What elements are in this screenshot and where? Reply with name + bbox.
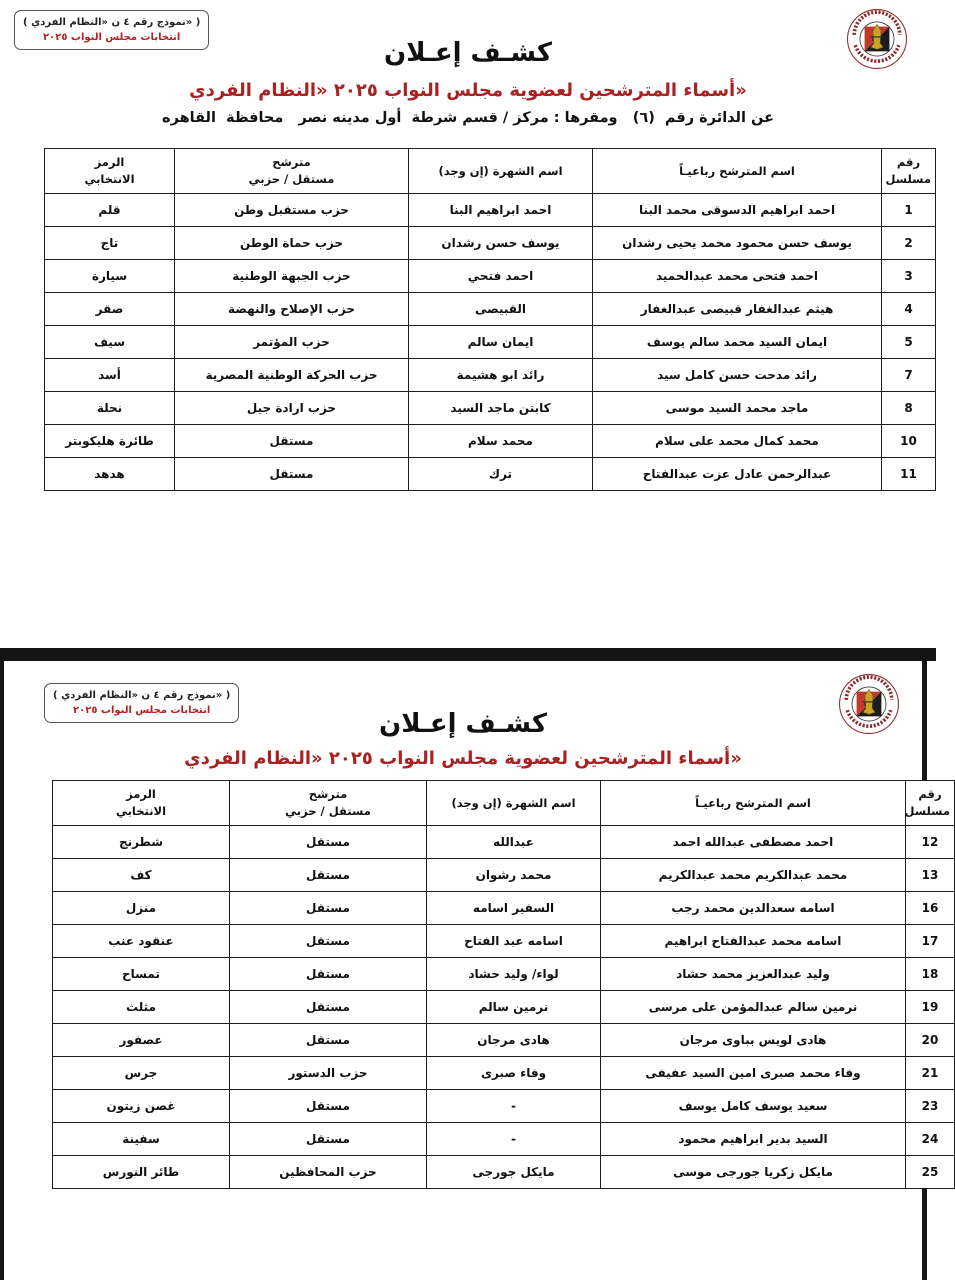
cell-symbol: طائر النورس	[53, 1156, 230, 1189]
cell-symbol: جرس	[53, 1057, 230, 1090]
header-known-name: اسم الشهرة (إن وجد)	[427, 781, 601, 826]
table-row	[45, 458, 936, 491]
cell-full-name: وفاء محمد صبرى امين السيد عفيفى	[601, 1057, 906, 1090]
cell-affiliation: مستقل	[230, 1024, 427, 1057]
cell-symbol: أسد	[45, 359, 175, 392]
cell-symbol: منزل	[53, 892, 230, 925]
cell-serial: 1	[882, 194, 936, 227]
table-row	[45, 392, 936, 425]
table-row	[53, 1123, 955, 1156]
cell-full-name: مايكل زكريا جورجى موسى	[601, 1156, 906, 1189]
announcement-subtitle: أسماء المترشحين لعضوية مجلس النواب ٢٠٢٥ «النظام الفردي»	[184, 748, 742, 769]
cell-symbol: صقر	[45, 293, 175, 326]
header-affiliation: مترشح مستقل / حزبي	[175, 149, 409, 194]
cell-symbol: سيارة	[45, 260, 175, 293]
cell-full-name: عبدالرحمن عادل عزت عبدالفتاح	[593, 458, 882, 491]
table-row	[45, 227, 936, 260]
cell-known-name: كابتن ماجد السيد	[409, 392, 593, 425]
header-full-name: اسم المترشح رباعيـاً	[601, 781, 906, 826]
cell-affiliation: مستقل	[230, 1090, 427, 1123]
cell-affiliation: مستقل	[175, 425, 409, 458]
cell-serial: 18	[906, 958, 955, 991]
cell-known-name: عبدالله	[427, 826, 601, 859]
cell-symbol: غصن زيتون	[53, 1090, 230, 1123]
cell-full-name: احمد مصطفى عبدالله احمد	[601, 826, 906, 859]
cell-serial: 13	[906, 859, 955, 892]
announcement-subtitle: أسماء المترشحين لعضوية مجلس النواب ٢٠٢٥ «النظام الفردي»	[189, 80, 747, 101]
header-affiliation: مترشح مستقل / حزبي	[230, 781, 427, 826]
table-row	[53, 859, 955, 892]
header-serial: رقم مسلسل	[906, 781, 955, 826]
cell-known-name: مايكل جورجى	[427, 1156, 601, 1189]
cell-full-name: احمد فتحى محمد عبدالحميد	[593, 260, 882, 293]
cell-serial: 3	[882, 260, 936, 293]
cell-serial: 4	[882, 293, 936, 326]
cell-symbol: هدهد	[45, 458, 175, 491]
cell-affiliation: مستقل	[230, 991, 427, 1024]
cell-serial: 23	[906, 1090, 955, 1123]
cell-full-name: نرمين سالم عبدالمؤمن على مرسى	[601, 991, 906, 1024]
cell-serial: 12	[906, 826, 955, 859]
cell-symbol: مثلث	[53, 991, 230, 1024]
election-name-text: انتخابات مجلس النواب ٢٠٢٥	[73, 705, 211, 716]
cell-full-name: هيثم عبدالغفار قبيصى عبدالغفار	[593, 293, 882, 326]
cell-serial: 8	[882, 392, 936, 425]
cell-symbol: تاج	[45, 227, 175, 260]
cell-full-name: هادى لويس بباوى مرجان	[601, 1024, 906, 1057]
cell-symbol: شطرنج	[53, 826, 230, 859]
page-title: كشـف إعـلان	[379, 709, 547, 739]
cell-serial: 25	[906, 1156, 955, 1189]
header-symbol: الرمز الانتخابي	[45, 149, 175, 194]
cell-known-name: القبيصى	[409, 293, 593, 326]
cell-full-name: اسامه سعدالدين محمد رجب	[601, 892, 906, 925]
table-header-row	[53, 781, 955, 826]
candidates-table-page1	[44, 148, 936, 491]
cell-symbol: قلم	[45, 194, 175, 227]
cell-affiliation: حزب ارادة جيل	[175, 392, 409, 425]
cell-symbol: نحلة	[45, 392, 175, 425]
cell-known-name: احمد ابراهيم البنا	[409, 194, 593, 227]
table-row	[53, 1024, 955, 1057]
cell-serial: 5	[882, 326, 936, 359]
table-row	[45, 359, 936, 392]
cell-known-name: هادى مرجان	[427, 1024, 601, 1057]
cell-full-name: ماجد محمد السيد موسى	[593, 392, 882, 425]
header-known-name: اسم الشهرة (إن وجد)	[409, 149, 593, 194]
cell-full-name: وليد عبدالعزيز محمد حشاد	[601, 958, 906, 991]
cell-affiliation: مستقل	[230, 958, 427, 991]
header-symbol: الرمز الانتخابي	[53, 781, 230, 826]
cell-known-name: وفاء صبرى	[427, 1057, 601, 1090]
candidates-table-page2	[52, 780, 955, 1189]
cell-serial: 24	[906, 1123, 955, 1156]
table-row	[53, 991, 955, 1024]
cell-affiliation: مستقل	[230, 1123, 427, 1156]
cell-serial: 19	[906, 991, 955, 1024]
cell-affiliation: حزب المؤتمر	[175, 326, 409, 359]
cell-known-name: -	[427, 1090, 601, 1123]
table-row	[45, 326, 936, 359]
cell-full-name: السيد بدير ابراهيم محمود	[601, 1123, 906, 1156]
election-name-text: انتخابات مجلس النواب ٢٠٢٥	[43, 32, 181, 43]
cell-known-name: السفير اسامه	[427, 892, 601, 925]
cell-known-name: محمد رشوان	[427, 859, 601, 892]
cell-symbol: كف	[53, 859, 230, 892]
cell-known-name: نرمين سالم	[427, 991, 601, 1024]
cell-serial: 21	[906, 1057, 955, 1090]
cell-known-name: محمد سلام	[409, 425, 593, 458]
district-info-line: عن الدائرة رقم (٦) ومقرها : مركز / قسم شرطة أول مدينه نصر محافظة القاهره	[162, 110, 774, 126]
cell-symbol: تمساح	[53, 958, 230, 991]
page-separator	[0, 648, 936, 661]
form-number-text: ( نموذج رقم ٤ ن «النظام الفردي» )	[23, 17, 201, 28]
cell-known-name: ترك	[409, 458, 593, 491]
cell-affiliation: حزب حماة الوطن	[175, 227, 409, 260]
cell-affiliation: حزب الدستور	[230, 1057, 427, 1090]
cell-affiliation: مستقل	[230, 925, 427, 958]
cell-serial: 10	[882, 425, 936, 458]
cell-known-name: ايمان سالم	[409, 326, 593, 359]
cell-full-name: رائد مدحت حسن كامل سيد	[593, 359, 882, 392]
cell-affiliation: حزب المحافظين	[230, 1156, 427, 1189]
cell-full-name: اسامه محمد عبدالفتاح ابراهيم	[601, 925, 906, 958]
cell-full-name: احمد ابراهيم الدسوقى محمد البنا	[593, 194, 882, 227]
table-row	[53, 958, 955, 991]
cell-full-name: محمد كمال محمد على سلام	[593, 425, 882, 458]
cell-known-name: احمد فتحي	[409, 260, 593, 293]
table-row	[53, 1090, 955, 1123]
cell-full-name: يوسف حسن محمود محمد يحيى رشدان	[593, 227, 882, 260]
cell-affiliation: مستقل	[175, 458, 409, 491]
cell-symbol: سيف	[45, 326, 175, 359]
form-number-text: ( نموذج رقم ٤ ن «النظام الفردي» )	[53, 690, 231, 701]
cell-serial: 2	[882, 227, 936, 260]
table-row	[53, 925, 955, 958]
table-row	[45, 260, 936, 293]
header-serial: رقم مسلسل	[882, 149, 936, 194]
table-header-row	[45, 149, 936, 194]
cell-symbol: سفينة	[53, 1123, 230, 1156]
table-row	[45, 194, 936, 227]
page-2	[0, 661, 950, 1280]
cell-serial: 20	[906, 1024, 955, 1057]
cell-affiliation: مستقل	[230, 826, 427, 859]
cell-full-name: ايمان السيد محمد سالم يوسف	[593, 326, 882, 359]
header-full-name: اسم المترشح رباعيـاً	[593, 149, 882, 194]
cell-affiliation: حزب مستقبل وطن	[175, 194, 409, 227]
table-row	[45, 293, 936, 326]
cell-known-name: اسامه عبد الفتاح	[427, 925, 601, 958]
table-row	[53, 892, 955, 925]
cell-known-name: -	[427, 1123, 601, 1156]
cell-affiliation: حزب الإصلاح والنهضة	[175, 293, 409, 326]
cell-affiliation: مستقل	[230, 859, 427, 892]
cell-serial: 7	[882, 359, 936, 392]
cell-full-name: سعيد يوسف كامل يوسف	[601, 1090, 906, 1123]
cell-affiliation: حزب الحركة الوطنية المصرية	[175, 359, 409, 392]
cell-symbol: عصفور	[53, 1024, 230, 1057]
cell-known-name: لواء/ وليد حشاد	[427, 958, 601, 991]
table-row	[45, 425, 936, 458]
cell-serial: 11	[882, 458, 936, 491]
cell-full-name: محمد عبدالكريم محمد عبدالكريم	[601, 859, 906, 892]
table-row	[53, 1057, 955, 1090]
cell-symbol: عنقود عنب	[53, 925, 230, 958]
cell-affiliation: مستقل	[230, 892, 427, 925]
page-title: كشـف إعـلان	[384, 38, 552, 68]
cell-affiliation: حزب الجبهة الوطنية	[175, 260, 409, 293]
cell-serial: 17	[906, 925, 955, 958]
table-row	[53, 1156, 955, 1189]
cell-known-name: رائد ابو هشيمة	[409, 359, 593, 392]
cell-symbol: طائرة هليكوبتر	[45, 425, 175, 458]
table-row	[53, 826, 955, 859]
cell-serial: 16	[906, 892, 955, 925]
page-1	[0, 0, 936, 648]
cell-known-name: يوسف حسن رشدان	[409, 227, 593, 260]
